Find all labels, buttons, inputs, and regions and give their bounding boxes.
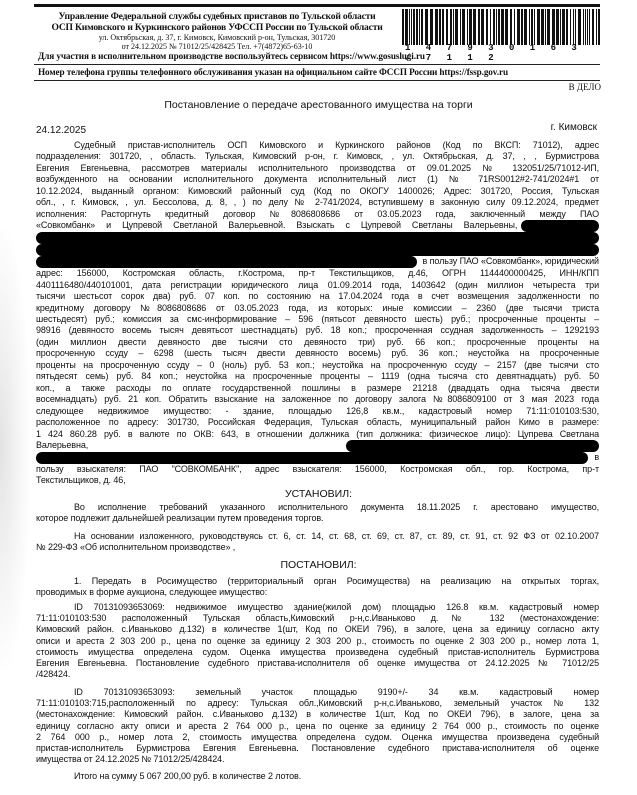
text-line xyxy=(36,613,599,624)
paragraph-legal-basis xyxy=(36,531,599,554)
barcode-bar xyxy=(547,9,550,45)
barcode-bar xyxy=(450,9,452,45)
redaction-bar xyxy=(521,220,599,232)
line-text: расположенное по адресу: 301730, Российская Федерация, Тульская область, муниципальный район Кимо в размере: xyxy=(36,417,599,428)
barcode-bar xyxy=(570,9,571,45)
barcode-bar xyxy=(541,9,544,45)
line-text: 10.12.2024, выданный органом: Кимовский районный суд (Код по ОКОГУ 1400026; Адрес: 301720, Россия, Тульская xyxy=(36,185,599,196)
barcode-bar xyxy=(425,9,428,45)
line-text: Судебный пристав-исполнитель ОСП Кимовского и Куркинского районов (Код по ВКСП: 71012), адрес xyxy=(74,140,599,150)
barcode-bar xyxy=(529,9,530,45)
text-line xyxy=(36,531,599,542)
barcode-bar xyxy=(521,9,523,45)
text-line xyxy=(36,291,599,302)
document-date: 24.12.2025 xyxy=(36,125,87,136)
text-line xyxy=(36,256,599,268)
line-text: просроченную ссуду – 6298 (шесть тысяч двести девяносто восемь) руб. 36 коп.; неустойка на просроченные xyxy=(36,348,599,359)
text-line xyxy=(36,698,599,709)
barcode-bar xyxy=(585,9,586,45)
barcode-bar xyxy=(573,9,574,45)
line-text: 71:11:010103:715,расположенный по адресу: Тульская обл.,Кимовский р-н,с.Иваньково, земельный участок № 132 xyxy=(36,698,599,709)
barcode-bar xyxy=(517,9,520,45)
text-line xyxy=(36,513,599,524)
barcode-bar xyxy=(467,9,468,45)
barcode-bar xyxy=(402,9,404,45)
barcode-bar xyxy=(583,9,584,45)
divider xyxy=(34,64,600,65)
barcode-bar xyxy=(413,9,415,45)
barcode-bar xyxy=(589,9,590,45)
text-line xyxy=(36,140,599,151)
text-line xyxy=(36,325,599,336)
barcode-bar xyxy=(442,9,444,45)
redaction-bar xyxy=(36,452,588,464)
paragraph-case-details xyxy=(36,140,599,487)
lot-1-house xyxy=(36,602,599,680)
issuer-header xyxy=(34,11,400,51)
line-text: в пользу ПАО «Совкомбанк», юридический xyxy=(422,256,599,267)
line-text: стоимость имущества определена судом. Оценка имущества произведена судебный пристав-исполнитель Бурмистрова xyxy=(36,646,599,657)
line-text: Кимовский район. с.Иваньково д.132) в количестве 1(шт, Код по ОКЕИ 796), в залоге, цена за единицу согласно акту xyxy=(36,624,599,635)
text-line xyxy=(36,687,599,698)
barcode-bar xyxy=(469,9,472,45)
barcode-bar xyxy=(498,9,500,45)
line-text: № 229-ФЗ «Об исполнительном производстве» , xyxy=(36,542,236,553)
barcode-bar xyxy=(531,9,533,45)
text-line xyxy=(36,406,599,417)
text-line xyxy=(36,348,599,359)
barcode-bar xyxy=(435,9,438,45)
fssp-phone-note: Номер телефона группы телефонного обслуживания указан на официальном сайте ФССП России https://fssp.gov.ru xyxy=(38,67,508,77)
text-line xyxy=(36,709,599,720)
barcode-bar xyxy=(592,9,594,45)
line-text: (один миллион двести девяносто две тысячи сто девяносто три) руб. 66 коп.; просроченные проценты на xyxy=(36,336,599,347)
total-sum xyxy=(36,771,599,782)
barcode-bar xyxy=(501,9,504,45)
text-line xyxy=(36,452,599,464)
text-line xyxy=(36,624,599,635)
redaction-bar xyxy=(36,232,599,244)
text-line xyxy=(36,732,599,743)
text-line xyxy=(36,754,599,765)
barcode-bar xyxy=(416,9,418,45)
line-text: Итого на сумму 5 067 200,00 руб. в количестве 2 лотов. xyxy=(74,771,302,781)
line-text: обл., , г. Кимовск, , ул. Бессолова, д. 8, , ) по делу № 2-741/2024, вступившему в законную силу 09.12.2024, предмет xyxy=(36,197,599,208)
line-text: пятьдесят семь) руб. 84 коп.; неустойка на просроченные проценты – 1119 (одна тысяча сто девятнадцать) руб. 50 xyxy=(36,371,599,382)
line-text: пользу взыскателя: ПАО "СОВКОМБАНК", адрес взыскателя: 156000, Костромская обл., гор. Кострома, пр-т xyxy=(36,463,599,474)
barcode-bar xyxy=(455,9,458,45)
barcode-bar xyxy=(493,9,495,45)
barcode-bar xyxy=(481,9,484,45)
barcode-bar xyxy=(473,9,476,45)
barcode-bar xyxy=(510,9,512,45)
text-line xyxy=(36,576,599,587)
text-line xyxy=(36,197,599,208)
text-line xyxy=(36,383,599,394)
text-line xyxy=(36,587,599,598)
barcode-bar xyxy=(496,9,497,45)
text-line xyxy=(36,232,599,244)
line-text: шестьдесят) руб.; комиссия за смс-информирование – 596 (пятьсот девяносто шесть) руб.; просроченные проценты – xyxy=(36,313,599,324)
line-text: описи и ареста 2 303 200 р., цена по оценке за единицу 2 303 200 р., стоимость по оценке 2 303 200 р., номер лота 1, xyxy=(36,635,599,646)
barcode-bar xyxy=(596,9,597,45)
barcode-bar xyxy=(556,9,559,45)
barcode xyxy=(402,9,600,45)
org-line-1: Управление Федеральной службы судебных приставов по Тульской области xyxy=(58,11,376,22)
barcode-bar xyxy=(490,9,491,45)
divider xyxy=(34,80,600,81)
line-text: пристав-исполнитель Бурмистрова Евгения Евгеньевна. Постановление судебного пристава-исполнителя об оценке xyxy=(36,743,599,754)
line-text: ID 70131093653069: недвижимое имущество здание(жилой дом) площадью 126.8 кв.м. кадастровый номер xyxy=(74,602,599,612)
text-line xyxy=(36,417,599,428)
line-text: подразделения: 301720, , область. Тульская, Кимовский р-он, г. Кимовск, , ул. Октябрьская, д. 37, , , Бурмистрова xyxy=(36,151,599,162)
text-line xyxy=(36,151,599,162)
line-text: ID 70131093653093: земельный участок площадью 9190+/- 34 кв.м. кадастровый номер xyxy=(74,687,599,697)
barcode-bar xyxy=(505,9,508,45)
text-line xyxy=(36,475,599,486)
barcode-bar xyxy=(534,9,535,45)
line-text: в xyxy=(594,452,599,463)
text-line xyxy=(36,244,599,256)
line-text: «Совкомбанк» и Цупревой Светланой Валерьевной. Взыскать с Цупревой Светланы Валерьевны, xyxy=(36,220,518,231)
filing-stamp: В ДЕЛО xyxy=(568,82,601,92)
barcode-bar xyxy=(439,9,441,45)
line-text: проводимых в форме аукциона, следующее имущество: xyxy=(36,587,268,598)
gosuslugi-note: Для участия в исполнительном производстве воспользуйтесь сервисом https://www.gosuslugi.ru xyxy=(38,51,425,61)
line-text: 1 424 860.28 руб. в валюте по ОКВ: 643, в отношении должника (тип должника: физическое лицо): Цупрева Светлана xyxy=(36,428,599,439)
text-line xyxy=(36,771,599,782)
redaction-bar xyxy=(36,256,417,268)
barcode-bar xyxy=(430,9,433,45)
barcode-bar xyxy=(419,9,420,45)
text-line xyxy=(36,743,599,754)
redaction-bar xyxy=(346,440,599,452)
text-line xyxy=(36,721,599,732)
barcode-bar xyxy=(446,9,448,45)
line-text: /428424. xyxy=(36,669,71,680)
line-text: имущества от 24.12.2025 № 71012/25/428424. xyxy=(36,754,225,765)
barcode-bar xyxy=(587,9,588,45)
line-text: 1. Передать в Росимущество (территориальный орган Росимущества) на реализацию на открытых торгах, xyxy=(74,576,599,586)
line-text: восемнадцать) руб. 21 коп. Обратить взыскание на заложенное по договору залога №8086809100 от 3 мая 2023 года xyxy=(36,394,599,405)
scan-noise xyxy=(0,230,30,670)
line-text: проценты на просроченную ссуду – 0 (ноль) руб. 53 коп.; неустойка на просроченную ссуду – 2157 (две тысячи сто xyxy=(36,359,599,370)
paragraph-transfer xyxy=(36,576,599,599)
text-line xyxy=(36,429,599,440)
line-text: Евгения Евгеньевна, рассмотрев материалы исполнительного производства от 09.01.2025 № 132051/25/71012-ИП, xyxy=(36,162,599,173)
redaction-bar xyxy=(36,244,599,256)
barcode-bar xyxy=(478,9,480,45)
line-text: (местонахождение: Кимовский район. с.Иваньково д.132) в количестве 1(шт, Код по ОКЕИ 796), в залоге, цена за xyxy=(36,709,599,720)
text-line xyxy=(36,371,599,382)
text-line xyxy=(36,602,599,613)
text-line xyxy=(36,337,599,348)
text-line xyxy=(36,464,599,475)
barcode-bar xyxy=(552,9,555,45)
text-line xyxy=(36,658,599,669)
document-reference: от 24.12.2025 № 71012/25/428425 Тел. +7(4872)65-63-10 xyxy=(121,42,313,51)
barcode-bar xyxy=(562,9,565,45)
text-line xyxy=(36,636,599,647)
line-text: 98916 (девяносто восемь тысяч девятьсот шестнадцать) руб. 18 коп.; просроченная ссудная задолженность – 1292193 xyxy=(36,325,599,336)
paragraph-arrest xyxy=(36,502,599,525)
text-line xyxy=(36,268,599,279)
line-text: 2 764 000 р., номер лота 2, стоимость имущества определена судом. Оценка имущества произведена судебный xyxy=(36,731,599,742)
text-line xyxy=(36,440,599,452)
lot-2-land xyxy=(36,687,599,765)
text-line xyxy=(36,174,599,185)
text-line xyxy=(36,502,599,513)
barcode-bar xyxy=(524,9,527,45)
document-city: г. Кимовск xyxy=(550,122,597,133)
barcode-bar xyxy=(409,9,410,45)
line-text: Валерьевна, xyxy=(36,440,89,451)
barcode-bar xyxy=(560,9,561,45)
line-text: Евгения Евгеньевна. Постановление судебного пристава-исполнителя об оценке имущества от 24.12.2025 № 71012/25 xyxy=(36,658,599,669)
barcode-bar xyxy=(566,9,568,45)
line-text: возбужденного на основании исполнительного документа исполнительный лист (1) № 71RS0012#2-741/2024#1 от xyxy=(36,174,599,185)
barcode-bar xyxy=(514,9,515,45)
barcode-bar xyxy=(545,9,546,45)
document-title: Постановление о передаче арестованного имущества на торги xyxy=(164,99,473,111)
line-text: Текстильщиков, д. 46, xyxy=(36,475,126,486)
text-line xyxy=(36,186,599,197)
barcode-bar xyxy=(462,9,465,45)
text-line xyxy=(36,314,599,325)
text-line xyxy=(36,669,599,680)
line-text: кредитному договору №8086808686 от 03.05.2023 года, из которых: иные комиссии – 2360 (две тысячи триста xyxy=(36,302,599,313)
barcode-bar xyxy=(405,9,408,45)
heading-resolved: ПОСТАНОВИЛ: xyxy=(280,559,357,571)
line-text: коп., а также расходы по оплате государственной пошлины в размере 21218 (двадцать одна тысяча двести xyxy=(36,382,599,393)
barcode-bar xyxy=(421,9,423,45)
line-text: На основании изложенного, руководствуясь ст. 6, ст. 14, ст. 68, ст. 69, ст. 87, ст. 89, ст. 91, ст. 92 ФЗ от 02.10.2007 xyxy=(74,531,599,541)
org-address: ул. Октябрьская, д. 37, г. Кимовск, Кимовский р-он, Тульская, 301720 xyxy=(98,33,336,42)
barcode-bar xyxy=(575,9,576,45)
line-text: тысячи шестьсот сорок два) руб. 07 коп. по состоянию на 17.04.2024 года в счет возмещения задолженности по xyxy=(36,291,599,302)
line-text: исполнения: Расторгнуть кредитный договор №8086808686 от 03.05.2023 года, заключенный между ПАО xyxy=(36,208,599,219)
org-line-2: ОСП Кимовского и Куркинского районов УФССП России по Тульской области xyxy=(51,22,383,33)
top-rule xyxy=(34,4,600,7)
line-text: следующее недвижимое имущество: - здание, площадью 126,8 кв.м., кадастровый номер 71:11:010103:530, xyxy=(36,405,599,416)
line-text: единицу согласно акту описи и ареста 2 764 000 р., цена по оценке за единицу 2 764 000 р., стоимость по оценке xyxy=(36,720,599,731)
barcode-bar xyxy=(411,9,412,45)
text-line xyxy=(36,220,599,232)
text-line xyxy=(36,280,599,291)
barcode-bar xyxy=(453,9,454,45)
barcode-bar xyxy=(598,9,600,45)
text-line xyxy=(36,209,599,220)
barcode-bar xyxy=(460,9,461,45)
text-line xyxy=(36,394,599,405)
barcode-digits: 1 4 7 9 3 0 1 6 3 / 7 1 1 2 xyxy=(405,43,582,63)
line-text: которое подлежит дальнейшей реализации путем проведения торгов. xyxy=(36,513,324,524)
text-line xyxy=(36,542,599,553)
barcode-bar xyxy=(537,9,540,45)
line-text: 71:11:010103:530 расположенный Тульская область,Кимовский р-н,с.Иваньково д.№ 132 (местонахождение: xyxy=(36,613,599,624)
text-line xyxy=(36,647,599,658)
barcode-bar xyxy=(578,9,581,45)
text-line xyxy=(36,303,599,314)
text-line xyxy=(36,163,599,174)
line-text: 4401116480/440101001, дата регистрации юридического лица 01.09.2014 года, 1403642 (один миллион четыреста три xyxy=(36,279,599,290)
heading-established: УСТАНОВИЛ: xyxy=(284,488,353,500)
barcode-bar xyxy=(486,9,488,45)
text-line xyxy=(36,360,599,371)
line-text: Во исполнение требований указанного исполнительного документа 18.11.2025 г. арестовано имущество, xyxy=(74,502,599,512)
line-text: адрес: 156000, Костромская область, г.Кострома, пр-т Текстильщиков, д.46, ОГРН 1144400000425, ИНН/КПП xyxy=(36,268,599,279)
